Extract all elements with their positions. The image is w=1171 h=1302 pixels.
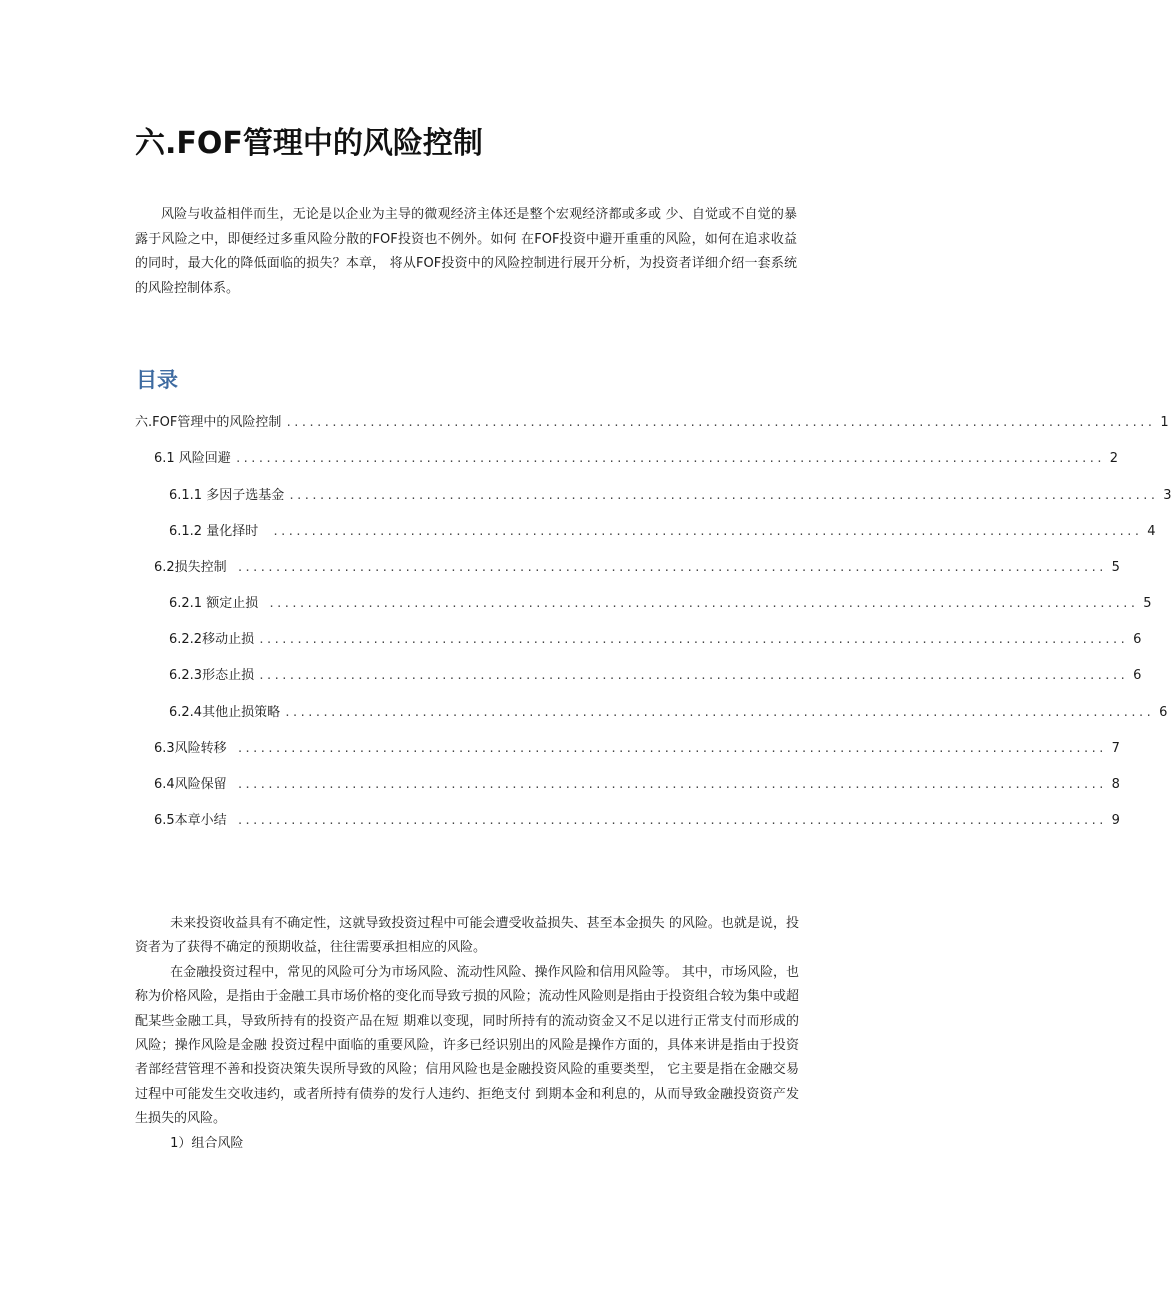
- toc-entry-page: 6: [1133, 632, 1142, 647]
- toc-leader: ..................................................................................................................: [236, 778, 1106, 791]
- toc-entry-page: 9: [1111, 813, 1120, 828]
- toc-entry-page: 7: [1111, 741, 1120, 756]
- toc-entry[interactable]: [135, 413, 1169, 433]
- toc-entry[interactable]: [154, 449, 1119, 469]
- toc-entry-label: 六.FOF管理中的风险控制: [135, 415, 282, 430]
- toc-leader: ..................................................................................................................: [258, 633, 1128, 646]
- body-subheading: 1）组合风险: [170, 1135, 244, 1151]
- toc-entry-page: 3: [1163, 488, 1171, 503]
- intro-section: [135, 203, 797, 301]
- toc-entry-label: 6.1 风险回避: [154, 451, 231, 466]
- toc-entry-page: 2: [1109, 451, 1119, 466]
- toc-leader: ..................................................................................................................: [258, 669, 1128, 682]
- toc-entry-label: 6.2.1 额定止损: [169, 596, 259, 611]
- toc-leader: ..................................................................................................................: [268, 597, 1138, 610]
- toc-leader: ..................................................................................................................: [272, 525, 1142, 538]
- page-title: 六.FOF管理中的风险控制: [135, 126, 483, 161]
- toc-entry[interactable]: [154, 811, 1120, 831]
- toc-entry[interactable]: [169, 594, 1152, 614]
- toc-entry-page: 8: [1111, 777, 1120, 792]
- toc-entry[interactable]: [169, 630, 1142, 650]
- toc-leader: ..................................................................................................................: [236, 561, 1106, 574]
- toc-entry-label: 6.1.1 多因子选基金: [169, 488, 285, 503]
- toc-entry-label: 6.2.4其他止损策略: [169, 705, 281, 720]
- toc-entry-label: 6.2损失控制: [154, 560, 227, 575]
- toc-entry-label: 6.3风险转移: [154, 741, 227, 756]
- toc-entry[interactable]: [154, 558, 1120, 578]
- body-section: [135, 912, 799, 1156]
- toc-entry[interactable]: [169, 522, 1156, 542]
- body-paragraph: 在金融投资过程中，常见的风险可分为市场风险、流动性风险、操作风险和信用风险等。 其中，市场风险，也称为价格风险，是指由于金融工具市场价格的变化而导致亏损的风险；流动性风险则是指由于投资组合较为集中或超配某些金融工具，导致所持有的投资产品在短 期难以变现，同时所持有的流动资金又不足以进行正常支付而形成的风险；操作风险是金融 投资过程中面临的重要风险，许多已经识别出的风险是操作方面的，具体来讲是指由于投资 者部经营管理不善和投资决策失误所导致的风险；信用风险也是金融投资风险的重要类型， 它主要是指在金融交易过程中可能发生交收违约，或者所持有债券的发行人违约、拒绝支付 到期本金和利息的，从而导致金融投资资产发生损失的风险。: [135, 964, 799, 1127]
- toc-leader: ..................................................................................................................: [284, 706, 1154, 719]
- toc-heading: 目录: [136, 368, 178, 392]
- intro-paragraph: 风险与收益相伴而生，无论是以企业为主导的微观经济主体还是整个宏观经济都或多或 少、自觉或不自觉的暴露于风险之中，即便经过多重风险分散的FOF投资也不例外。如何 在FOF投资中避开重重的风险，如何在追求收益的同时，最大化的降低面临的损失？本章， 将从FOF投资中的风险控制进行展开分析，为投资者详细介绍一套系统的风险控制体系。: [135, 207, 797, 296]
- toc-entry-page: 5: [1143, 596, 1152, 611]
- toc-entry-label: 6.1.2 量化择时: [169, 524, 259, 539]
- toc-entry-page: 1: [1160, 415, 1169, 430]
- toc-entry[interactable]: [169, 486, 1171, 506]
- toc-leader: ..................................................................................................................: [288, 489, 1158, 502]
- toc-leader: ..................................................................................................................: [236, 814, 1106, 827]
- toc-leader: ..................................................................................................................: [285, 416, 1155, 429]
- toc-leader: ..................................................................................................................: [236, 742, 1106, 755]
- toc-entry-page: 4: [1147, 524, 1156, 539]
- toc-entry-page: 5: [1111, 560, 1120, 575]
- toc-entry[interactable]: [154, 739, 1120, 759]
- toc-entry[interactable]: [169, 703, 1168, 723]
- toc-entry-label: 6.2.3形态止损: [169, 668, 255, 683]
- toc-leader: ..................................................................................................................: [234, 452, 1104, 465]
- body-paragraph: 未来投资收益具有不确定性，这就导致投资过程中可能会遭受收益损失、甚至本金损失 的风险。也就是说，投资者为了获得不确定的预期收益，往往需要承担相应的风险。: [135, 916, 799, 956]
- toc-entry[interactable]: [169, 666, 1142, 686]
- toc-entry-label: 6.5本章小结: [154, 813, 227, 828]
- toc-entry-label: 6.4风险保留: [154, 777, 227, 792]
- toc-entry-page: 6: [1133, 668, 1142, 683]
- toc-entry-page: 6: [1159, 705, 1168, 720]
- toc-entry[interactable]: [154, 775, 1120, 795]
- toc-entry-label: 6.2.2移动止损: [169, 632, 255, 647]
